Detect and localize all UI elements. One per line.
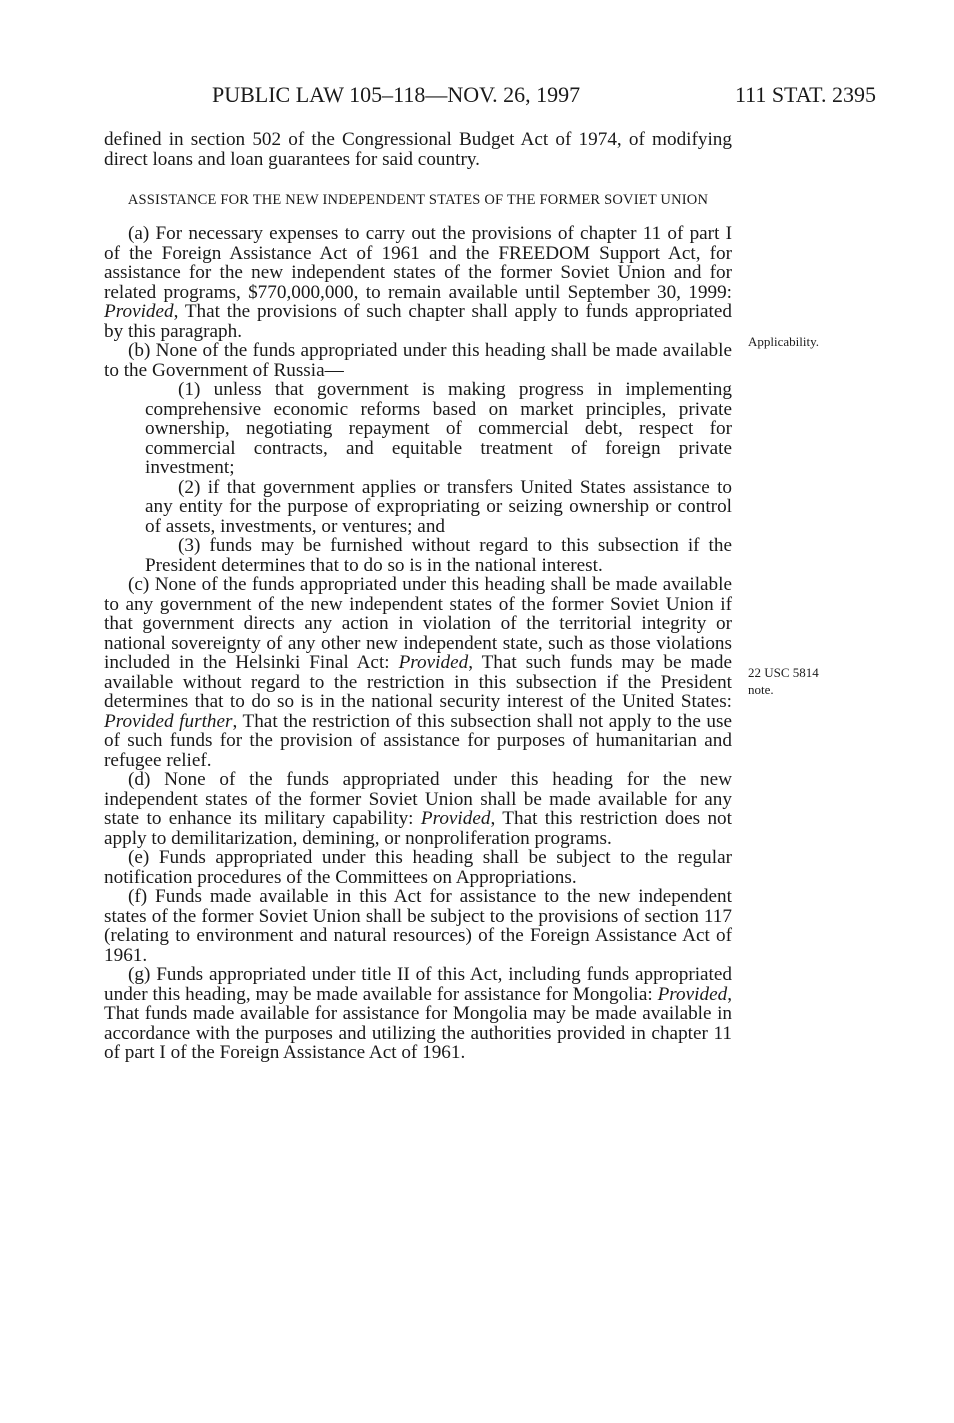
- paragraph-f: (f) Funds made available in this Act for assistance to the new independent states of the former Soviet Union shall be subject to the provisions of section 117 (relating to environment and natural resources) of the Foreign Assistance Act of 1961.: [104, 886, 732, 966]
- paragraph-c-text-mid: , That such funds may be made available without regard to the restriction in this subsection if the President determines that to do so is in the national security interest of the United States:: [104, 652, 732, 712]
- margin-note-usc-note: note.: [748, 682, 774, 697]
- paragraph-g-text-end: , That funds made available for assistance for Mongolia may be made available in accordance with the purposes and utilizing the authorities provided in chapter 11 of part I of the Foreign Assistance Act of 1961.: [104, 983, 732, 1063]
- paragraph-d-text: (d) None of the funds appropriated under this heading for the new independent states of the former Soviet Union shall be made available for any state to enhance its military capability:: [104, 769, 732, 829]
- paragraph-c-text: (c) None of the funds appropriated under this heading shall be made available to any government of the new independent states of the former Soviet Union if that government directs any action in violation of the territorial integrity or national sovereignty of any other new independent state, such as those violations included in the Helsinki Final Act:: [104, 574, 732, 673]
- paragraph-b-item-1: (1) unless that government is making progress in implementing comprehensive economic reforms based on market principles, private ownership, negotiating repayment of commercial debt, respect for commercial contracts, and equitable treatment of foreign private investment;: [145, 379, 732, 478]
- paragraph-a-text: (a) For necessary expenses to carry out the provisions of chapter 11 of part I of the Foreign Assistance Act of 1961 and the FREEDOM Support Act, for assistance for the new independent states of the former Soviet Union and for related programs, $770,000,000, to remain available until September 30, 1999:: [104, 223, 732, 303]
- paragraph-c-proviso-further: Provided further: [104, 710, 233, 732]
- paragraph-g-proviso: Provided: [657, 983, 728, 1005]
- intro-paragraph: defined in section 502 of the Congressional Budget Act of 1974, of modifying direct loans and loan guarantees for said country.: [104, 129, 732, 170]
- paragraph-b-item-2: (2) if that government applies or transfers United States assistance to any entity for the purpose of expropriating or seizing ownership or control of assets, investments, or ventures; and: [145, 476, 732, 537]
- paragraph-g-text: (g) Funds appropriated under title II of this Act, including funds appropriated under this heading, may be made available for assistance for Mongolia:: [104, 964, 732, 1005]
- paragraph-b: (b) None of the funds appropriated under this heading shall be made available to the Government of Russia—: [104, 340, 732, 381]
- paragraph-a-text-end: , That the provisions of such chapter shall apply to funds appropriated by this paragraph.: [104, 301, 732, 342]
- margin-note-usc-citation: [748, 664, 819, 698]
- paragraph-c-proviso: Provided: [398, 652, 469, 673]
- paragraph-g: [104, 965, 732, 1063]
- paragraph-a: [104, 224, 732, 341]
- paragraph-e: (e) Funds appropriated under this heading shall be subject to the regular notification procedures of the Committees on Appropriations.: [104, 847, 732, 888]
- margin-note-applicability: Applicability.: [748, 334, 820, 349]
- paragraph-a-proviso: Provided: [104, 301, 174, 322]
- document-body: [104, 130, 732, 1063]
- paragraph-d-proviso: Provided: [420, 808, 491, 829]
- statute-page-number: 111 STAT. 2395: [734, 82, 876, 107]
- page-header: [104, 82, 876, 112]
- paragraph-c: [104, 575, 732, 770]
- public-law-title: PUBLIC LAW 105–118—NOV. 26, 1997: [212, 82, 581, 107]
- paragraph-c-text-end: , That the restriction of this subsection shall not apply to the use of such funds for the provision of assistance for purposes of humanitarian and refugee relief.: [104, 710, 732, 771]
- paragraph-d: [104, 770, 732, 848]
- paragraph-d-text-end: , That this restriction does not apply to demilitarization, demining, or nonproliferation programs.: [104, 808, 732, 849]
- section-heading: ASSISTANCE FOR THE NEW INDEPENDENT STATES OF THE FORMER SOVIET UNION: [127, 192, 709, 208]
- margin-note-usc-line: 22 USC 5814: [748, 665, 819, 680]
- paragraph-b-item-3: (3) funds may be furnished without regard to this subsection if the President determines that to do so is in the national interest.: [145, 535, 732, 576]
